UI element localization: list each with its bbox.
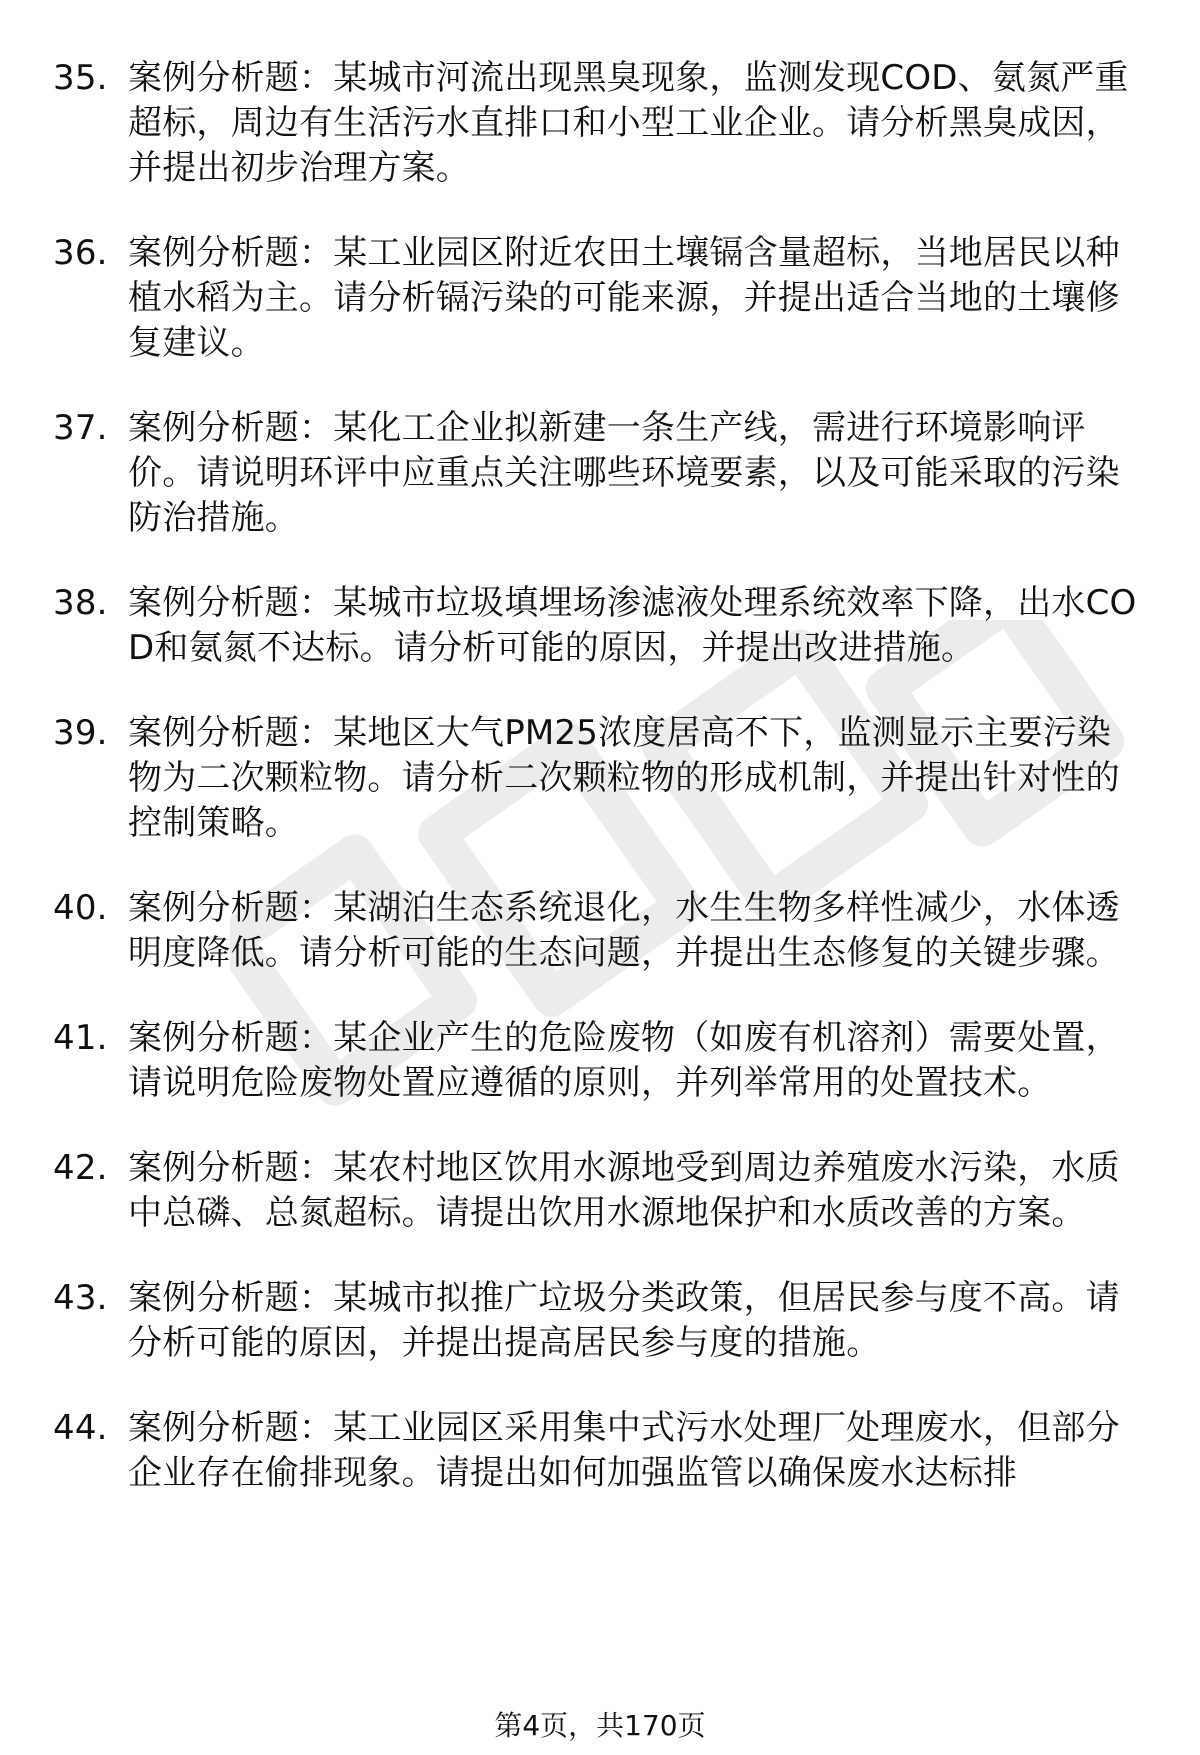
question-number: 41. <box>53 1018 108 1058</box>
question-text: 案例分析题：某城市垃圾填埋场渗滤液处理系统效率下降，出水COD和氨氮不达标。请分析可能的原因，并提出改进措施。 <box>128 583 1137 668</box>
question-text: 案例分析题：某地区大气PM25浓度居高不下，监测显示主要污染物为二次颗粒物。请分析二次颗粒物的形成机制，并提出针对性的控制策略。 <box>128 713 1120 843</box>
question-number: 35. <box>53 58 108 98</box>
question-text: 案例分析题：某化工企业拟新建一条生产线，需进行环境影响评价。请说明环评中应重点关注哪些环境要素，以及可能采取的污染防治措施。 <box>128 408 1120 538</box>
question-item-38 <box>0 581 1138 671</box>
question-item-42 <box>0 1146 1138 1236</box>
question-number: 39. <box>53 713 108 753</box>
question-text: 案例分析题：某湖泊生态系统退化，水生生物多样性减少，水体透明度降低。请分析可能的生态问题，并提出生态修复的关键步骤。 <box>128 888 1120 973</box>
question-number: 42. <box>53 1148 108 1188</box>
question-text: 案例分析题：某城市拟推广垃圾分类政策，但居民参与度不高。请分析可能的原因，并提出提高居民参与度的措施。 <box>128 1278 1120 1363</box>
question-number: 43. <box>53 1278 108 1318</box>
question-number: 38. <box>53 583 108 623</box>
page-number-label: 第4页，共170页 <box>494 1709 706 1742</box>
question-item-37 <box>0 406 1138 541</box>
question-number: 40. <box>53 888 108 928</box>
question-item-39 <box>0 711 1138 846</box>
question-number: 44. <box>53 1408 108 1448</box>
question-text: 案例分析题：某城市河流出现黑臭现象，监测发现COD、氨氮严重超标，周边有生活污水直排口和小型工业企业。请分析黑臭成因，并提出初步治理方案。 <box>128 58 1129 188</box>
question-item-36 <box>0 231 1138 366</box>
question-item-43 <box>0 1276 1138 1366</box>
question-text: 案例分析题：某工业园区附近农田土壤镉含量超标，当地居民以种植水稻为主。请分析镉污染的可能来源，并提出适合当地的土壤修复建议。 <box>128 233 1120 363</box>
question-item-40 <box>0 886 1138 976</box>
question-text: 案例分析题：某农村地区饮用水源地受到周边养殖废水污染，水质中总磷、总氮超标。请提出饮用水源地保护和水质改善的方案。 <box>128 1148 1120 1233</box>
question-number: 37. <box>53 408 108 448</box>
question-list <box>0 56 1200 1536</box>
page-footer <box>0 1706 1200 1746</box>
question-item-41 <box>0 1016 1138 1106</box>
question-item-44 <box>0 1406 1138 1496</box>
question-text: 案例分析题：某工业园区采用集中式污水处理厂处理废水，但部分企业存在偷排现象。请提出如何加强监管以确保废水达标排 <box>128 1408 1120 1493</box>
question-number: 36. <box>53 233 108 273</box>
question-item-35 <box>0 56 1138 191</box>
question-text: 案例分析题：某企业产生的危险废物（如废有机溶剂）需要处置，请说明危险废物处置应遵循的原则，并列举常用的处置技术。 <box>128 1018 1120 1103</box>
